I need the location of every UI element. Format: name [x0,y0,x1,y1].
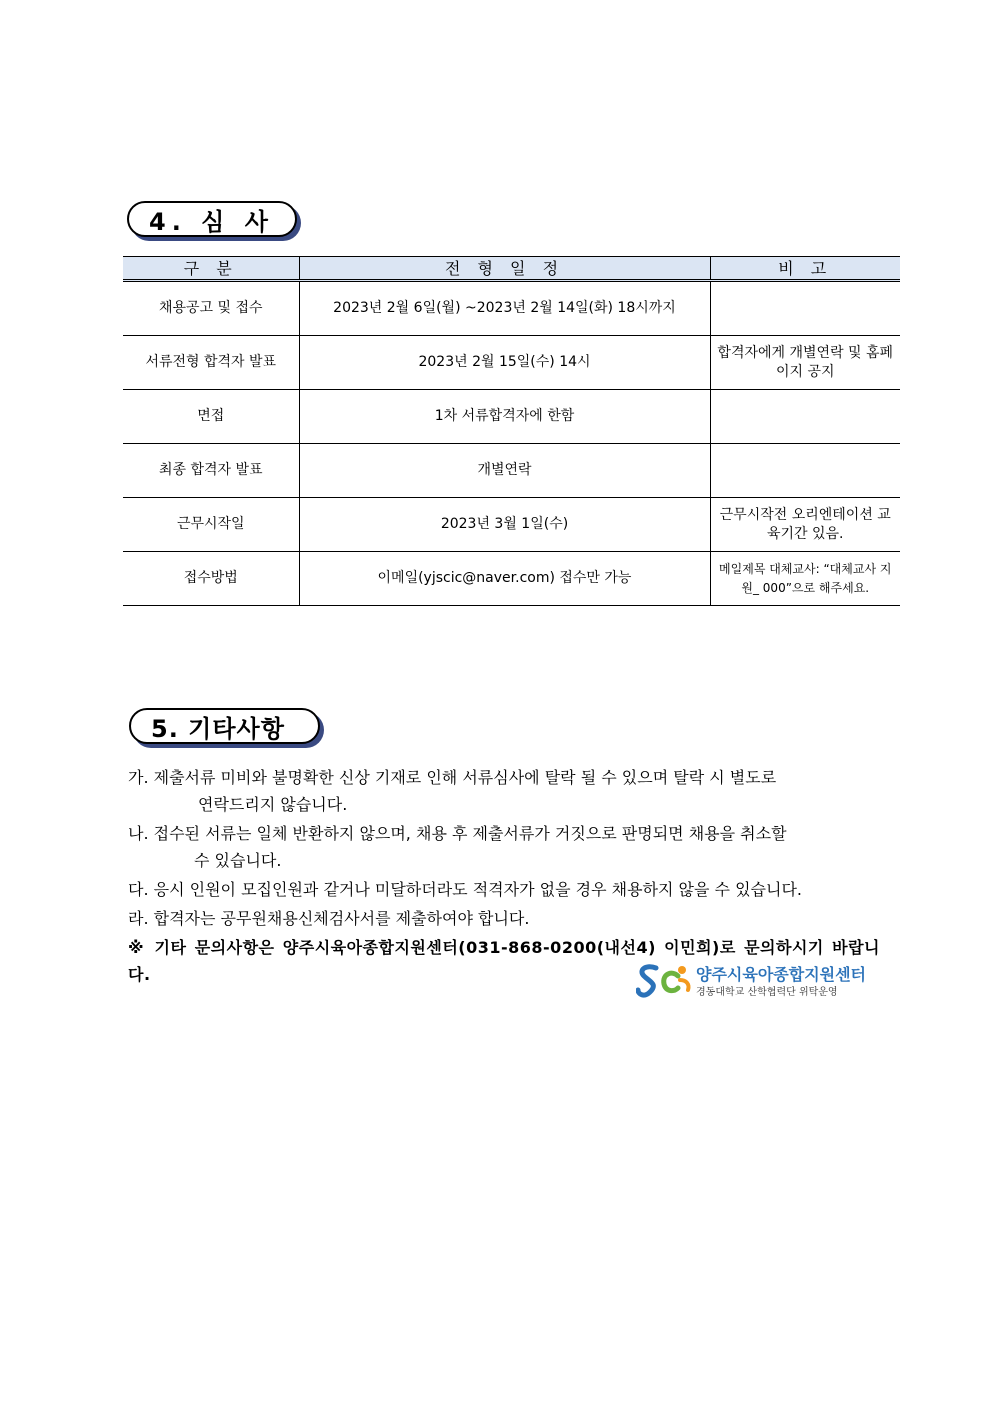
list-item [128,820,880,874]
note-text: 라. 합격자는 공무원채용신체검사서를 제출하여야 합니다. [128,909,530,928]
row-category: 접수방법 [123,552,299,606]
row-remark: 근무시작전 오리엔테이션 교육기간 있음. [710,498,900,552]
section-4-title: 4. 심 사 [149,207,274,236]
row-category: 최종 합격자 발표 [123,444,299,498]
row-schedule: 이메일(yjscic@naver.com) 접수만 가능 [299,552,710,606]
note-continuation: 연락드리지 않습니다. [198,795,348,814]
row-schedule: 2023년 2월 15일(수) 14시 [299,336,710,390]
contact-note: ※ 기타 문의사항은 양주시육아종합지원센터(031-868-0200(내선4) 이민희)로 문의하시기 바랍니다. [128,938,880,984]
center-logo [636,960,876,1000]
table-row [123,444,900,498]
list-item [128,905,880,932]
note-continuation: 수 있습니다. [194,851,282,870]
row-schedule: 1차 서류합격자에 한함 [299,390,710,444]
table-row [123,498,900,552]
row-schedule: 2023년 2월 6일(월) ~2023년 2월 14일(화) 18시까지 [299,281,710,336]
note-text: 나. 접수된 서류는 일체 반환하지 않으며, 채용 후 제출서류가 거짓으로 판명되면 채용을 취소할 [128,824,787,843]
note-text: 다. 응시 인원이 모집인원과 같거나 미달하더라도 적격자가 없을 경우 채용하지 않을 수 있습니다. [128,880,802,899]
section-5-title: 5. 기타사항 [151,714,285,743]
center-logo-subtitle: 경동대학교 산학협력단 위탁운영 [696,987,838,998]
list-item [128,764,880,818]
row-schedule: 2023년 3월 1일(수) [299,498,710,552]
row-remark: 합격자에게 개별연락 및 홈페이지 공지 [710,336,900,390]
row-category: 면접 [123,390,299,444]
row-category: 채용공고 및 접수 [123,281,299,336]
section-4-heading [127,201,297,237]
table-row [123,281,900,336]
row-remark [710,444,900,498]
table-row [123,552,900,606]
other-notes [128,764,880,990]
screening-schedule-table [123,256,900,606]
header-category: 구 분 [123,257,299,281]
center-logo-name: 양주시육아종합지원센터 [696,965,867,984]
row-remark: 메일제목 대체교사: “대체교사 지원_ 000”으로 해주세요. [710,552,900,606]
note-text: 가. 제출서류 미비와 불명확한 신상 기재로 인해 서류심사에 탈락 될 수 있으며 탈락 시 별도로 [128,768,777,787]
row-category: 서류전형 합격자 발표 [123,336,299,390]
table-header-row [123,257,900,281]
row-remark [710,281,900,336]
section-5-heading [129,708,320,744]
row-schedule: 개별연락 [299,444,710,498]
row-remark [710,390,900,444]
row-category: 근무시작일 [123,498,299,552]
table-row [123,336,900,390]
center-logo-icon [636,960,694,1000]
list-item [128,876,880,903]
header-schedule: 전 형 일 정 [299,257,710,281]
table-row [123,390,900,444]
header-remark: 비 고 [710,257,900,281]
